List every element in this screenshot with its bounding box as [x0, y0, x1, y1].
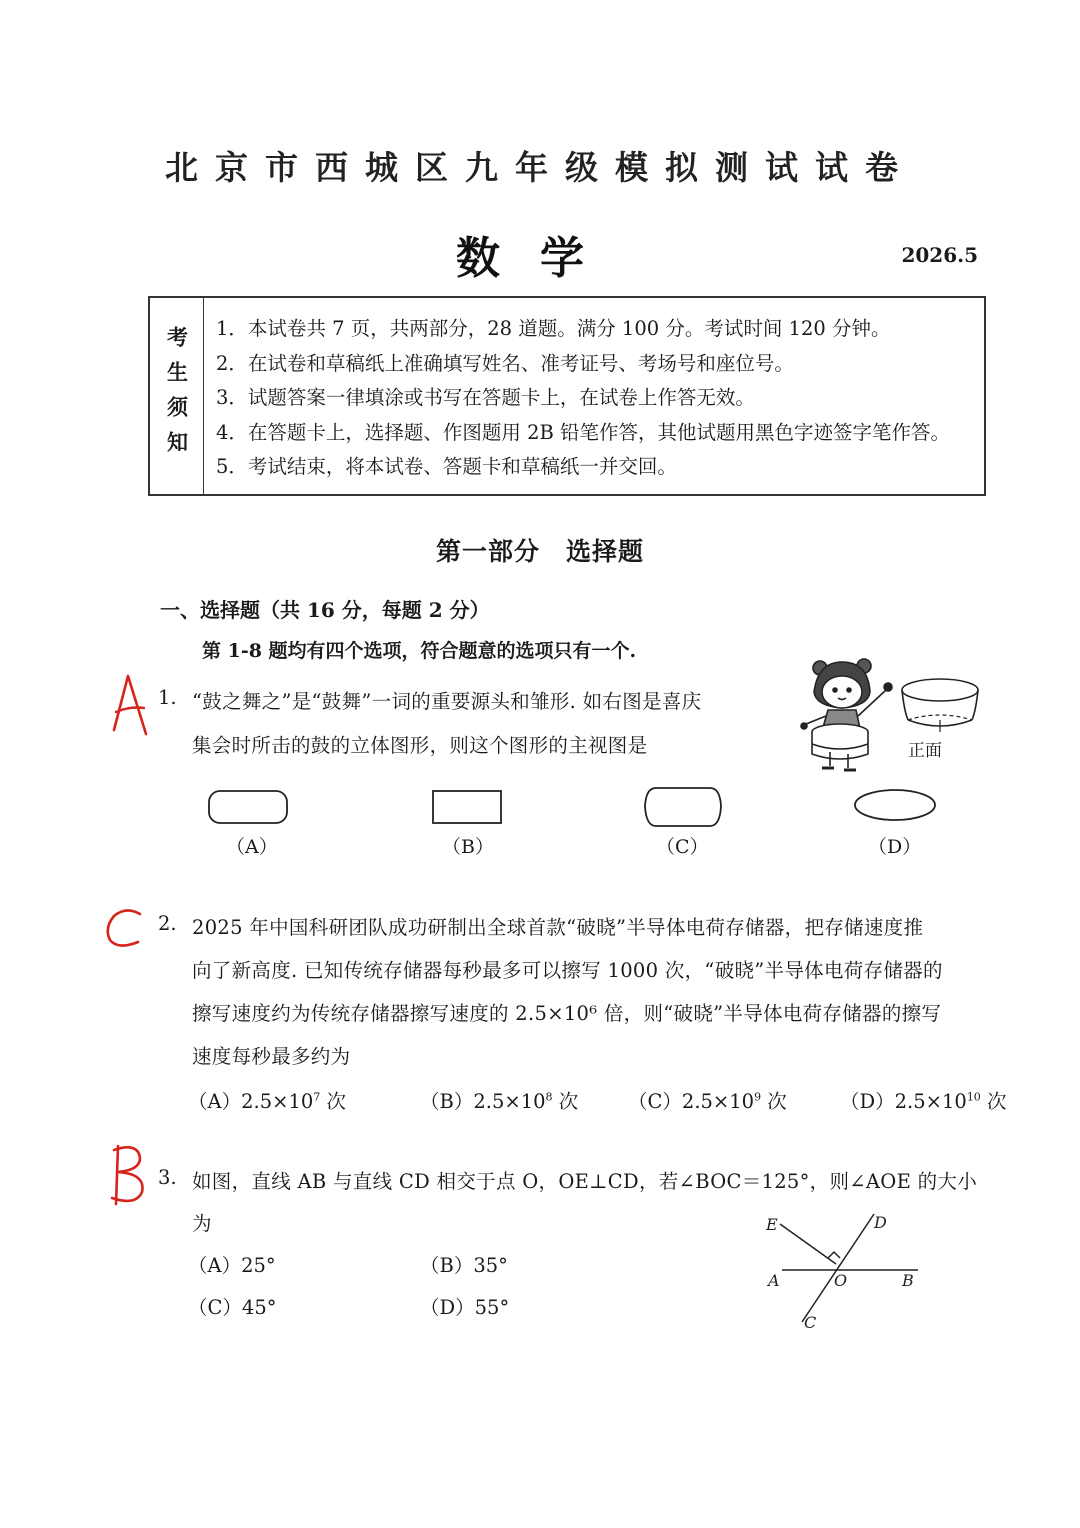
section-heading: 一、选择题（共 16 分，每题 2 分）	[160, 598, 490, 622]
question-number: 2.	[158, 912, 177, 935]
option-d-ellipse	[852, 786, 938, 824]
notice-item: 3．试题答案一律填涂或书写在答题卡上，在试卷上作答无效。	[216, 386, 755, 409]
point-label-d: D	[874, 1213, 887, 1232]
point-label-e: E	[766, 1215, 778, 1234]
option-b-rectangle	[430, 788, 504, 826]
question-text-line: 2025 年中国科研团队成功研制出全球首款“破晓”半导体电荷存储器，把存储速度推	[192, 916, 924, 939]
option-c-barrel-shape	[642, 784, 724, 830]
part-title: 第一部分 选择题	[435, 537, 644, 566]
choice-option-c: $(C)2.5\times 10^9$ 次	[628, 1090, 787, 1113]
drum-3d-figure	[898, 676, 988, 736]
question-text-line: 如图，直线 AB 与直线 CD 相交于点 O，OE⊥CD，若∠BOC＝125°，则∠AOE 的大小	[192, 1170, 978, 1193]
question-number: 1.	[158, 686, 177, 709]
candidate-notice-box	[148, 296, 986, 496]
notice-item: 5．考试结束，将本试卷、答题卡和草稿纸一并交回。	[216, 455, 677, 478]
question-text-line: 为	[192, 1212, 212, 1235]
handwritten-answer-b	[102, 1138, 152, 1214]
choice-option-a: $(A)2.5\times 10^7$ 次	[188, 1090, 346, 1113]
point-label-b: B	[902, 1271, 914, 1290]
notice-item: 4．在答题卡上，选择题、作图题用 2B 铅笔作答，其他试题用黑色字迹签字笔作答。	[216, 420, 951, 444]
option-a-rounded-rectangle	[206, 788, 290, 826]
handwritten-answer-a	[104, 668, 156, 738]
intersecting-lines-figure	[756, 1206, 936, 1336]
question-text-line: 速度每秒最多约为	[192, 1045, 351, 1068]
choice-option-a: （A）25°	[188, 1254, 276, 1277]
notice-label: 考生须知	[164, 326, 190, 466]
choice-option-c: （C）45°	[188, 1296, 277, 1319]
option-label: （D）	[868, 836, 922, 858]
exam-title: 北京市西城区九年级模拟测试试卷	[165, 148, 915, 187]
question-text-line: 向了新高度. 已知传统存储器每秒最多可以擦写 1000 次，“破晓”半导体电荷存储器的	[192, 959, 943, 982]
question-text-line: 集会时所击的鼓的立体图形，则这个图形的主视图是	[192, 734, 648, 757]
question-number: 3.	[158, 1166, 177, 1189]
question-text-line: 擦写速度约为传统存储器擦写速度的 2.5×10⁶ 倍，则“破晓”半导体电荷存储器的擦写	[192, 1002, 942, 1025]
exam-date: 2026.5	[901, 243, 978, 267]
choice-option-b: $(B)2.5\times 10^8$ 次	[420, 1090, 579, 1113]
section-instruction: 第 1-8 题均有四个选项，符合题意的选项只有一个.	[202, 640, 637, 662]
notice-label-cell	[150, 298, 204, 494]
choice-option-d: $(D)2.5\times 10^{10}$ 次	[840, 1090, 1007, 1113]
figure-label-front: 正面	[908, 741, 942, 761]
choice-option-b: （B）35°	[420, 1254, 508, 1277]
question-text-line: “鼓之舞之”是“鼓舞”一词的重要源头和雏形. 如右图是喜庆	[192, 690, 702, 713]
choice-option-d: （D）55°	[420, 1296, 510, 1319]
notice-item: 1．本试卷共 7 页，共两部分，28 道题。满分 100 分。考试时间 120 分钟。	[216, 317, 891, 340]
point-label-o: O	[834, 1271, 848, 1290]
notice-item: 2．在试卷和草稿纸上准确填写姓名、准考证号、考场号和座位号。	[216, 351, 794, 375]
point-label-c: C	[804, 1313, 817, 1332]
notice-items	[216, 312, 978, 485]
option-label: （C）	[656, 836, 709, 858]
subject-title: 数学	[456, 233, 624, 284]
handwritten-answer-c	[100, 904, 148, 952]
point-label-a: A	[768, 1271, 780, 1290]
option-label: （B）	[442, 836, 494, 858]
drummer-girl-illustration	[800, 654, 904, 774]
option-label: （A）	[226, 836, 278, 858]
